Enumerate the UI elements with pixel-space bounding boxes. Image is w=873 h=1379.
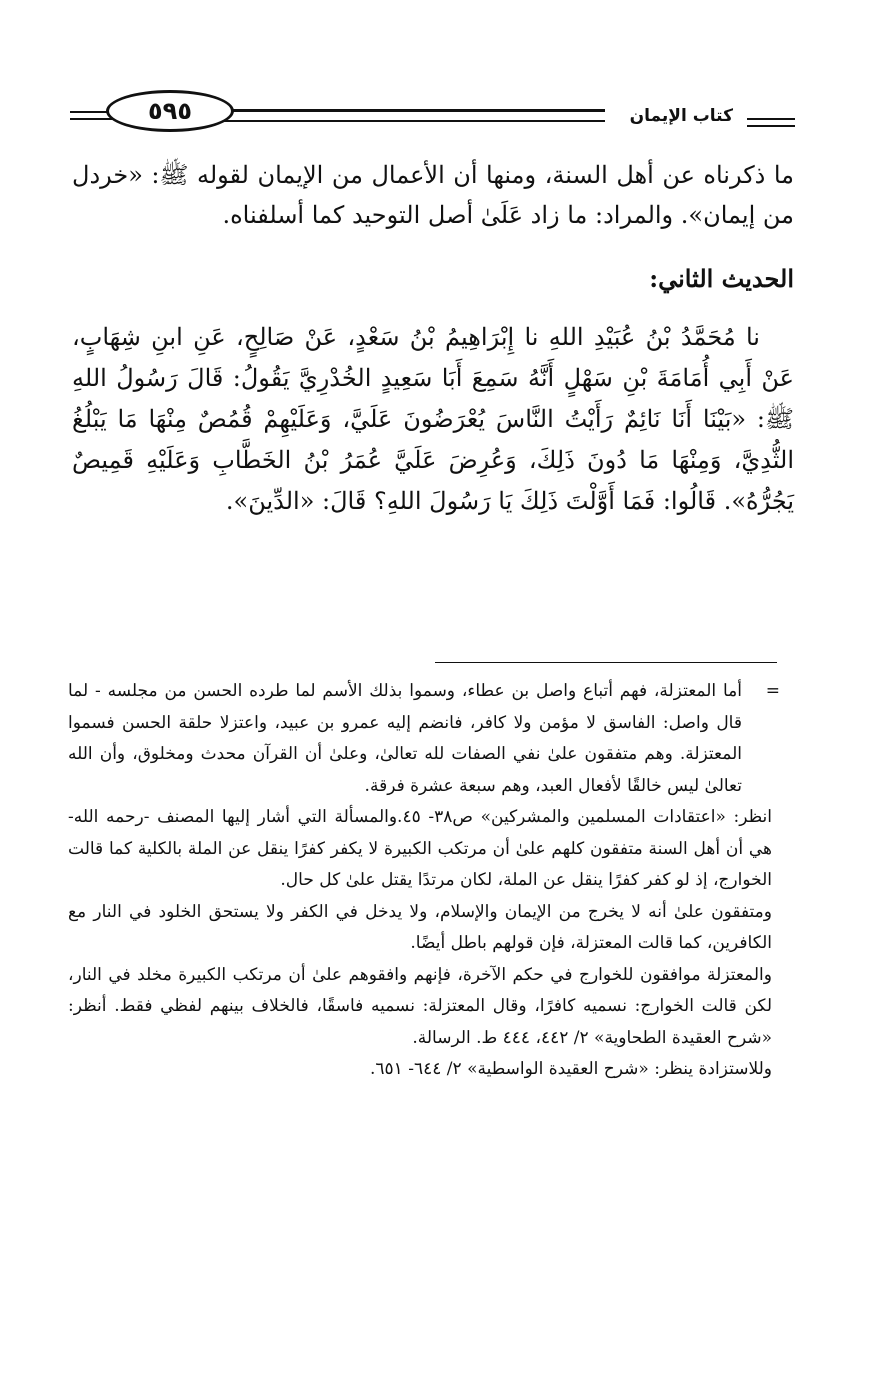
footnote-paragraph-1 xyxy=(68,676,780,802)
hadith-heading: الحديث الثاني: xyxy=(649,264,794,293)
page-header xyxy=(70,88,795,140)
page-number: ٥٩٥ xyxy=(148,97,192,125)
footnote-paragraph-2: انظر: «اعتقادات المسلمين والمشركين» ص٣٨- ٤٥.والمسألة التي أشار إليها المصنف -رحمه الله- هي أن أهل السنة متفقون كلهم علىٰ أن مرتكب الكبيرة لا يكفر كفرًا ينقل عن الملة بالكلية كما قالت الخوارج، إذ لو كفر كفرًا ينقل عن الملة، لكان مرتدًا يقتل علىٰ كل حال. xyxy=(68,807,773,890)
footnote-text-1: أما المعتزلة، فهم أتباع واصل بن عطاء، وسموا بذلك الأسم لما طرده الحسن من مجلسه - لما قال واصل: الفاسق لا مؤمن ولا كافر، فانضم إليه عمرو بن عبيد، واعتزلا حلقة الحسن فسموا المعتزلة. وهم متفقون علىٰ نفي الصفات لله تعالىٰ، وعلىٰ أن القرآن محدث ومخلوق، وأن الله تعالىٰ ليس خالقًا لأفعال العبد، وهم سبعة عشرة فرقة. xyxy=(68,681,742,796)
header-rule-right xyxy=(747,118,795,127)
intro-paragraph: ما ذكرناه عن أهل السنة، ومنها أن الأعمال من الإيمان لقوله ﷺ: «خردل من إيمان». والمراد: ما زاد عَلَىٰ أصل التوحيد كما أسلفناه. xyxy=(72,161,794,229)
footnote-paragraph-5: وللاستزادة ينظر: «شرح العقيدة الواسطية» ٢/ ٦٤٤- ٦٥١. xyxy=(370,1059,772,1079)
book-title: كتاب الإيمان xyxy=(624,108,739,125)
header-rule-middle xyxy=(170,109,605,122)
main-text xyxy=(72,155,794,522)
footnote-separator xyxy=(435,662,777,663)
footnote-continuation-marker: = xyxy=(765,681,780,701)
footnotes xyxy=(68,676,780,1086)
footnote-paragraph-4: والمعتزلة موافقون للخوارج في حكم الآخرة، فإنهم وافقوهم علىٰ أن مرتكب الكبيرة مخلد في النار، لكن قالت الخوارج: نسميه كافرًا، وقال المعتزلة: نسميه فاسقًا، فالخلاف بينهم لفظي فقط. أنظر: «شرح العقيدة الطحاوية» ٢/ ٤٤٢، ٤٤٤ ط. الرسالة. xyxy=(68,964,772,1048)
page-number-badge xyxy=(106,90,234,132)
hadith-paragraph: نا مُحَمَّدُ بْنُ عُبَيْدِ اللهِ نا إِبْرَاهِيمُ بْنُ سَعْدٍ، عَنْ صَالِحٍ، عَنِ ابنِ شِهَابٍ، عَنْ أَبِي أُمَامَةَ بْنِ سَهْلٍ أَنَّهُ سَمِعَ أَبَا سَعِيدٍ الخُدْرِيَّ يَقُولُ: قَالَ رَسُولُ اللهِ ﷺ: «بَيْنَا أَنَا نَائِمٌ رَأَيْتُ النَّاسَ يُعْرَضُونَ عَلَيَّ، وَعَلَيْهِمْ قُمُصٌ مِنْهَا مَا يَبْلُغُ الثُّدِيَّ، وَمِنْهَا مَا دُونَ ذَلِكَ، وَعُرِضَ عَلَيَّ عُمَرُ بْنُ الخَطَّابِ وَعَلَيْهِ قَمِيصٌ يَجُرُّهُ». قَالُوا: فَمَا أَوَّلْتَ ذَلِكَ يَا رَسُولَ اللهِ؟ قَالَ: «الدِّينَ». xyxy=(72,323,794,515)
footnote-paragraph-3: ومتفقون علىٰ أنه لا يخرج من الإيمان والإسلام، ولا يدخل في الكفر ولا يستحق الخلود في النار مع الكافرين، كما قالت المعتزلة، فإن قولهم باطل أيضًا. xyxy=(68,901,772,953)
